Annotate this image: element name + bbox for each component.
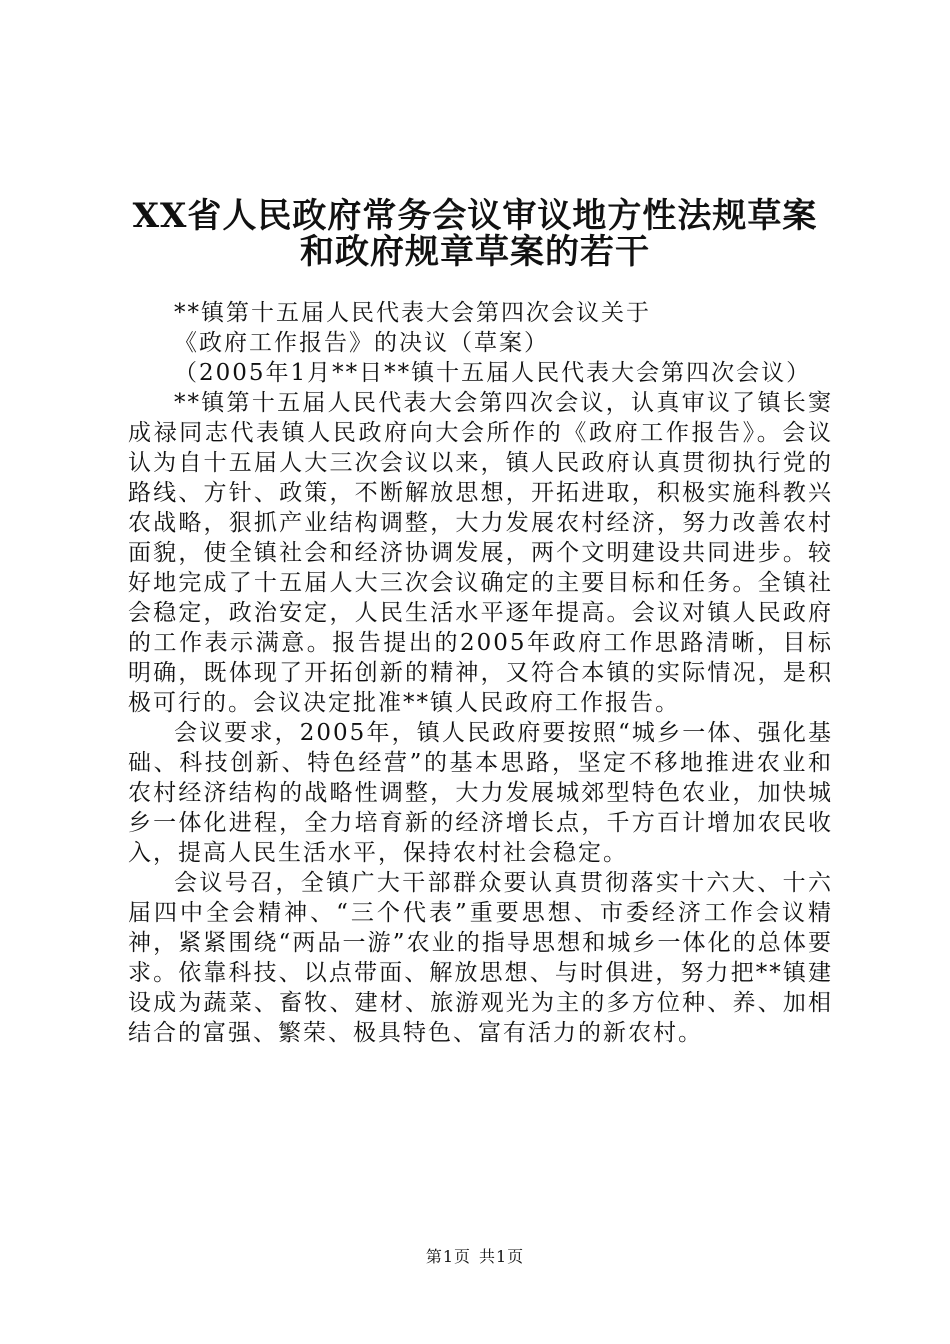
- document-body: [128, 298, 833, 1048]
- body-paragraph-1: **镇第十五届人民代表大会第四次会议，认真审议了镇长窦成禄同志代表镇人民政府向大会所作的《政府工作报告》。会议认为自十五届人大三次会议以来，镇人民政府认真贯彻执行党的路线、方针、政策，不断解放思想，开拓进取，积极实施科教兴农战略，狠抓产业结构调整，大力发展农村经济，努力改善农村面貌，使全镇社会和经济协调发展，两个文明建设共同进步。较好地完成了十五届人大三次会议确定的主要目标和任务。全镇社会稳定，政治安定，人民生活水平逐年提高。会议对镇人民政府的工作表示满意。报告提出的2005年政府工作思路清晰，目标明确，既体现了开拓创新的精神，又符合本镇的实际情况，是积极可行的。会议决定批准**镇人民政府工作报告。: [128, 390, 833, 716]
- resolution-heading-line-3: （2005年1月**日**镇十五届人民代表大会第四次会议）: [174, 360, 812, 386]
- body-paragraph-2: 会议要求，2005年，镇人民政府要按照“城乡一体、强化基础、科技创新、特色经营”的基本思路，坚定不移地推进农业和农村经济结构的战略性调整，大力发展城郊型特色农业，加快城乡一体化进程，全力培育新的经济增长点，千方百计增加农民收入，提高人民生活水平，保持农村社会稳定。: [128, 720, 833, 866]
- page-footer: [0, 1244, 950, 1267]
- document-title-line-2: 和政府规章草案的若干: [300, 232, 650, 272]
- resolution-heading-line-1: **镇第十五届人民代表大会第四次会议关于: [174, 300, 651, 326]
- document-title-line-1: XX省人民政府常务会议审议地方性法规草案: [132, 196, 818, 236]
- page-number-total: 共1页: [479, 1247, 525, 1266]
- body-paragraph-3: 会议号召，全镇广大干部群众要认真贯彻落实十六大、十六届四中全会精神、“三个代表”重要思想、市委经济工作会议精神，紧紧围绕“两品一游”农业的指导思想和城乡一体化的总体要求。依靠科技、以点带面、解放思想、与时俱进，努力把**镇建设成为蔬菜、畜牧、建材、旅游观光为主的多方位种、养、加相结合的富强、繁荣、极具特色、富有活力的新农村。: [128, 870, 833, 1046]
- page-number-current: 第1页: [425, 1247, 471, 1266]
- resolution-heading-line-2: 《政府工作报告》的决议（草案）: [174, 330, 549, 356]
